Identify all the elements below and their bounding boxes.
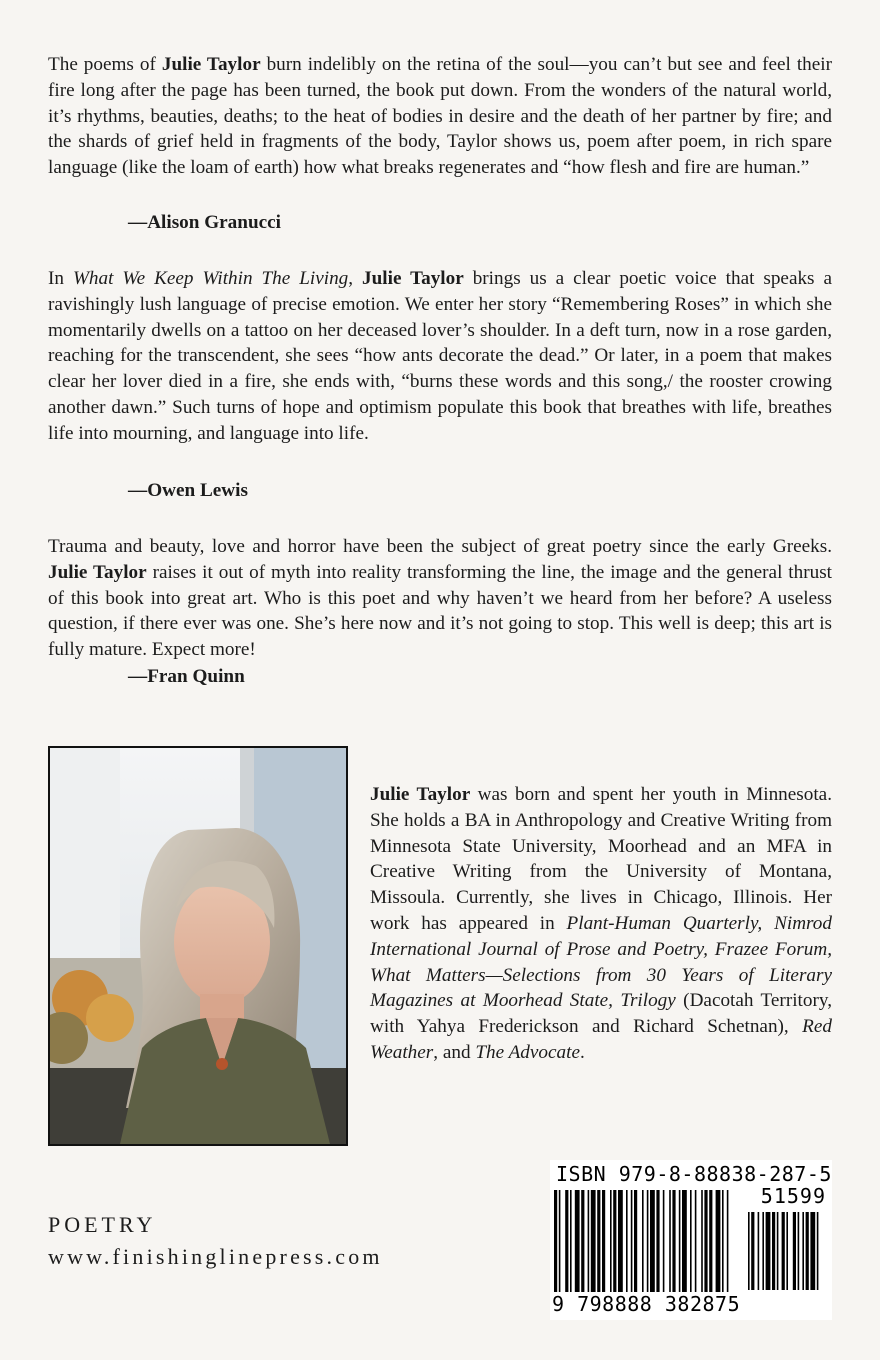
- author-bio: [370, 782, 832, 1066]
- barcode-bar: [588, 1190, 590, 1294]
- barcode-bar: [656, 1190, 659, 1294]
- barcode-bar: [772, 1212, 775, 1290]
- barcode-bar: [793, 1212, 796, 1290]
- barcode-bar: [672, 1190, 675, 1294]
- barcode-bar: [709, 1190, 712, 1294]
- barcode-bar: [777, 1212, 779, 1290]
- blurb-alison-granucci: [48, 52, 832, 181]
- barcode-bar: [570, 1190, 572, 1294]
- barcode-bar: [554, 1190, 557, 1306]
- blurb-attribution: —Fran Quinn: [128, 666, 245, 687]
- blurb-attribution: —Alison Granucci: [128, 212, 281, 233]
- bio-text: , and: [433, 1041, 476, 1063]
- barcode-bar: [786, 1212, 788, 1290]
- blurb-text: burn indelibly on the retina of the soul—you can’t but see and feel their fire long after the page has been turned, the book put down. From the wonders of the natural world, it’s rhythms, beauties, deaths; to the heat of bodies in desire and the death of her partner by fire; and the shards of grief held in fragments of the body, Taylor shows us, poem after poem, in rich spare language (like the loam of earth) how what breaks regenerates and “how flesh and fire are human.”: [48, 54, 832, 179]
- barcode-bar: [716, 1190, 721, 1294]
- book-category: POETRY: [48, 1212, 157, 1237]
- publication-title: Red Weather: [370, 1016, 832, 1063]
- barcode-bar: [695, 1190, 697, 1294]
- barcode-bar: [663, 1190, 665, 1294]
- blurb-text: brings us a clear poetic voice that speaks a ravishingly lush language of precise emotion. We enter her story “Remembering Roses” in which she momentarily dwells on a tattoo on her deceased lover’s shoulder. In a deft turn, now in a rose garden, reaching for the transcendent, she sees “how ants decorate the dead.” Or later, in a poem that makes clear her lover died in a fire, she ends with, “burns these words and this song,/ the rooster crowing another dawn.” Such turns of hope and optimism populate this book that breathes with life, breathes life into mourning, and language into life.: [48, 268, 832, 444]
- blurb-text: In: [48, 268, 73, 289]
- blurb-text: Trauma and beauty, love and horror have been the subject of great poetry since the early Greeks.: [48, 536, 832, 557]
- blurb-attribution: —Owen Lewis: [128, 480, 248, 501]
- barcode-bar: [626, 1190, 628, 1294]
- blurb-text: The poems of: [48, 54, 162, 75]
- barcode-bar: [758, 1212, 760, 1290]
- isbn-label: ISBN 979-8-88838-287-5: [556, 1162, 832, 1186]
- barcode-bar: [810, 1212, 815, 1290]
- bio-text: .: [579, 1041, 585, 1063]
- author-name: Julie Taylor: [370, 784, 471, 805]
- barcode-bar: [817, 1212, 819, 1290]
- blurb-owen-lewis: [48, 266, 832, 447]
- barcode-bar: [748, 1212, 750, 1290]
- barcode-bar: [559, 1190, 561, 1306]
- ean-digits: 9 798888 382875: [552, 1292, 741, 1316]
- author-photo: [48, 746, 348, 1146]
- barcode-bar: [642, 1190, 644, 1294]
- publication-title: The Advocate: [475, 1041, 580, 1063]
- barcode-bar: [727, 1190, 729, 1294]
- barcode-bar: [634, 1190, 637, 1294]
- barcode-bar: [679, 1190, 681, 1294]
- bio-text: was born and spent her youth in Minnesota. She holds a BA in Anthropology and Creative Writing from Minnesota State University, Moorhead and an MFA in Creative Writing from the University of Montana, Missoula. Currently, she lives in Chicago, Illinois. Her work has appeared in: [370, 784, 832, 934]
- barcode-bar: [669, 1190, 671, 1294]
- barcode-bar: [565, 1190, 568, 1294]
- barcode-bar: [798, 1212, 800, 1290]
- barcode-bar: [682, 1190, 687, 1294]
- barcode-bar: [806, 1212, 809, 1290]
- barcode-bar: [766, 1212, 771, 1290]
- barcode-bar: [618, 1190, 623, 1294]
- author-name: Julie Taylor: [362, 268, 464, 289]
- barcode-bar: [575, 1190, 580, 1294]
- author-name: Julie Taylor: [161, 54, 261, 75]
- barcode-bar: [782, 1212, 785, 1290]
- publisher-website[interactable]: www.finishinglinepress.com: [48, 1244, 383, 1269]
- barcode-bar: [602, 1190, 605, 1294]
- publication-list: Plant-Human Quarterly, Nimrod International Journal of Prose and Poetry, Frazee Forum, What Matters—Selections from 30 Years of Literary Magazines at Moorhead State, Trilogy: [370, 912, 832, 1012]
- blurb-text: raises it out of myth into reality transforming the line, the image and the general thrust of this book into great art. Who is this poet and why haven’t we heard from her before? A useless question, if there ever was one. She’s here now and it’s not going to stop. This well is deep; this art is fully mature. Expect more!: [48, 561, 833, 661]
- barcode-bar: [701, 1190, 703, 1294]
- barcode-bar: [631, 1190, 633, 1294]
- barcode-bar: [610, 1190, 612, 1294]
- price-code: 51599: [760, 1184, 826, 1208]
- barcode-bar: [591, 1190, 596, 1294]
- barcode-bar: [647, 1190, 649, 1294]
- barcode-bar: [751, 1212, 754, 1290]
- barcode-bar: [690, 1190, 692, 1294]
- isbn-barcode: [550, 1160, 832, 1320]
- barcode-bar: [762, 1212, 764, 1290]
- barcode-bar: [597, 1190, 600, 1294]
- blurb-fran-quinn: [48, 534, 832, 663]
- author-name: Julie Taylor: [48, 561, 147, 583]
- barcode-bar: [704, 1190, 707, 1294]
- barcode-bar: [802, 1212, 804, 1290]
- barcode-bar: [650, 1190, 655, 1294]
- blurb-text: ,: [348, 268, 363, 289]
- barcode-bar: [722, 1190, 724, 1294]
- barcode-bar: [581, 1190, 584, 1294]
- bio-text: (Dacotah Territory, with Yahya Frederickson and Richard Schetnan),: [370, 990, 832, 1038]
- barcode-bar: [613, 1190, 616, 1294]
- book-title: What We Keep Within The Living: [72, 268, 349, 289]
